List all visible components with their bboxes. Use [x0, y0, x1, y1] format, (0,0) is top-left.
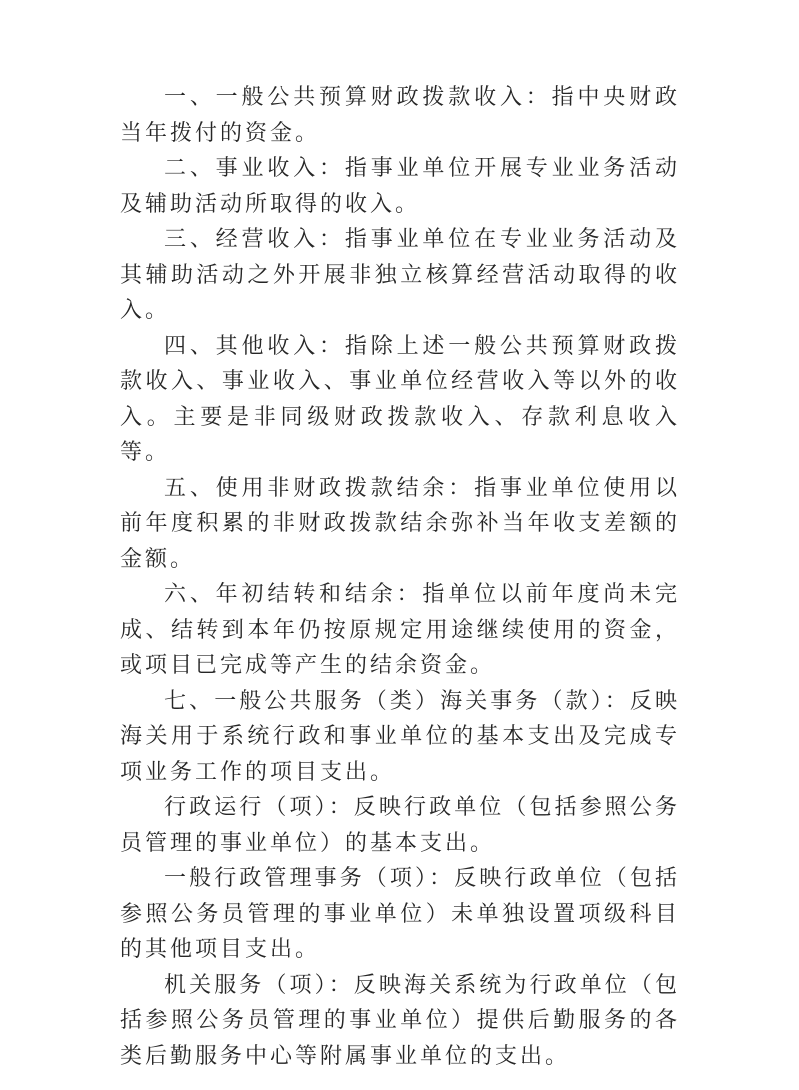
paragraph-non-fiscal-surplus: 五、使用非财政拨款结余：指事业单位使用以前年度积累的非财政拨款结余弥补当年收支差额的金额。: [120, 475, 680, 572]
paragraph-customs-affairs: 七、一般公共服务（类）海关事务（款）：反映海关用于系统行政和事业单位的基本支出及完成专项业务工作的项目支出。: [120, 688, 680, 785]
paragraph-administrative-operation: 行政运行（项）：反映行政单位（包括参照公务员管理的事业单位）的基本支出。: [120, 795, 680, 856]
paragraph-general-administrative-affairs: 一般行政管理事务（项）：反映行政单位（包括参照公务员管理的事业单位）未单独设置项级科目的其他项目支出。: [120, 866, 680, 962]
document-body: [120, 80, 680, 1074]
paragraph-agency-services: 机关服务（项）：反映海关系统为行政单位（包括参照公务员管理的事业单位）提供后勤服务的各类后勤服务中心等附属事业单位的支出。: [120, 972, 680, 1069]
paragraph-operating-revenue: 三、经营收入：指事业单位在专业业务活动及其辅助活动之外开展非独立核算经营活动取得的收入。: [120, 227, 680, 323]
paragraph-other-revenue: 四、其他收入：指除上述一般公共预算财政拨款收入、事业收入、事业单位经营收入等以外的收入。主要是非同级财政拨款收入、存款利息收入等。: [120, 333, 680, 465]
paragraph-business-revenue: 二、事业收入：指事业单位开展专业业务活动及辅助活动所取得的收入。: [120, 156, 680, 217]
paragraph-carryover-balance: 六、年初结转和结余：指单位以前年度尚未完成、结转到本年仍按原规定用途继续使用的资金，或项目已完成等产生的结余资金。: [120, 582, 680, 678]
paragraph-general-budget-revenue: 一、一般公共预算财政拨款收入：指中央财政当年拨付的资金。: [120, 85, 680, 146]
